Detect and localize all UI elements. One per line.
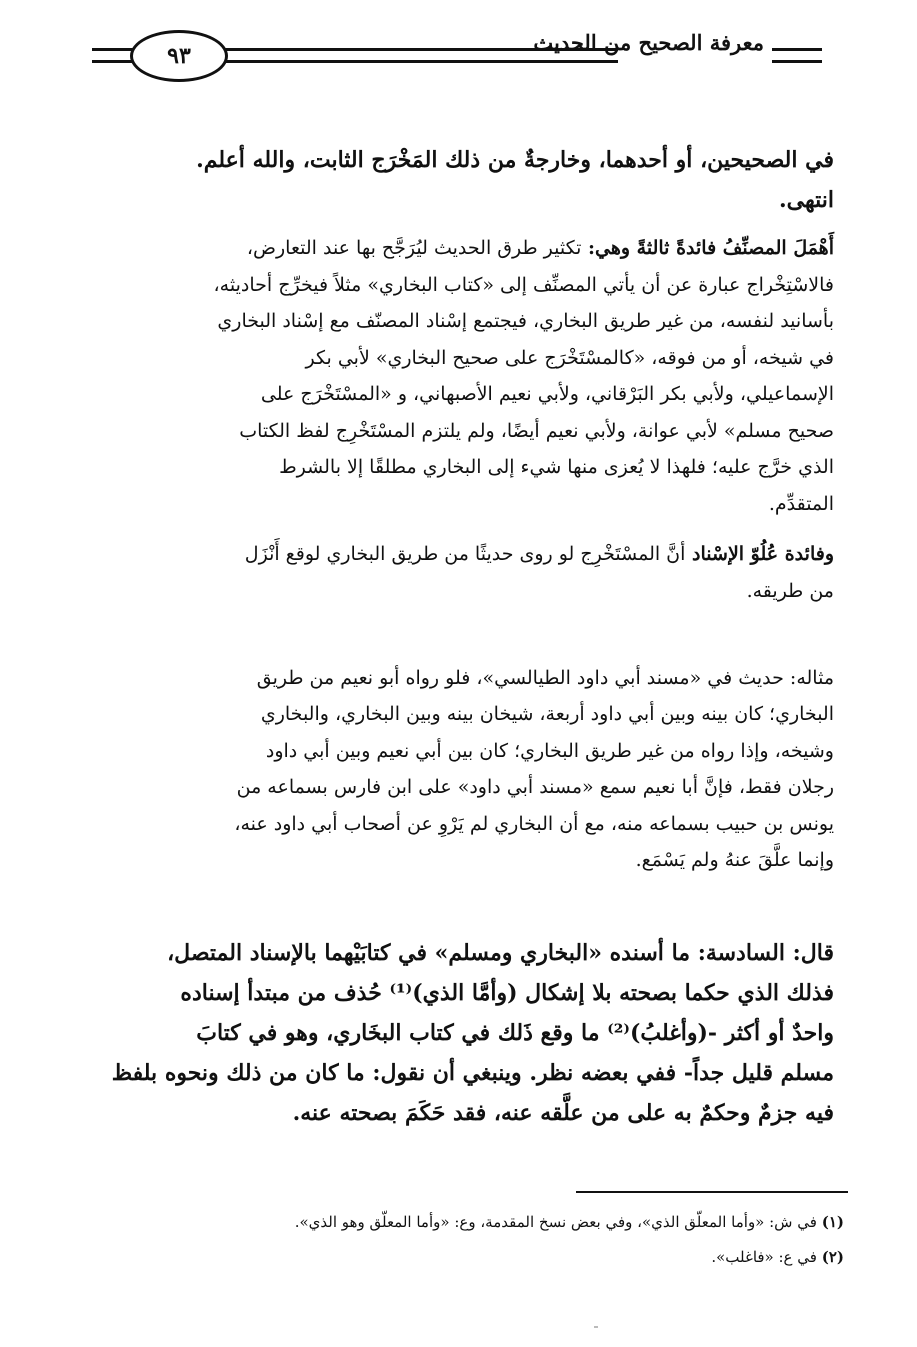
paragraph-2-lead: أَهْمَلَ المصنِّفُ فائدةً ثالثةً وهي: [581,237,834,259]
footnote-2-text: في ع: «فاغلب». [711,1248,822,1266]
footnotes [92,1212,844,1282]
paragraph-2-text: تكثير طرق الحديث ليُرَجَّح بها عند التعارض، فالاسْتِخْراج عبارة عن أن يأتي المصنِّف إلى «كتاب البخاري» مثلاً فيخرِّج أحاديثه، بأسانيد لنفسه، من غير طريق البخاري، فيجتمع إسْناد المصنّف مع إسْناد البخاري في شيخه، أو من فوقه، «كالمسْتَخْرَج على صحيح البخاري» لأبي بكر الإسماعيلي، ولأبي بكر البَرْقاني، ولأبي نعيم الأصبهاني، و «المسْتَخْرَج على صحيح مسلم» لأبي عوانة، ولأبي نعيم أيضًا، ولم يلتزم المسْتَخْرِج لفظ الكتاب الذي خرَّج عليه؛ فلهذا لا يُعزى منها شيء إلى البخاري مطلقًا إلا بالشرط المتقدِّم. [213,237,834,515]
footnote-1-text: في ش: «وأما المعلّق الذي»، وفي بعض نسخ المقدمة، وع: «وأما المعلّق وهو الذي». [294,1213,822,1231]
main-text [92,100,834,1133]
running-title: معرفة الصحيح من الحديث [533,30,764,55]
footnote-1 [92,1212,844,1232]
page-number: ٩٣ [167,43,191,69]
paragraph-3 [92,536,834,609]
footnote-1-mark: (١) [821,1213,844,1231]
paragraph-3-lead: وفائدة عُلُوّ الإسْناد [685,543,834,565]
page-header [92,22,822,82]
paragraph-3-text: أنَّ المسْتَخْرِج لو روى حديثًا من طريق البخاري لوقع أَنْزَل من طريقه. [244,543,834,602]
footnote-2 [92,1247,844,1267]
scan-speck [594,1326,598,1328]
paragraph-4-text: مثاله: حديث في «مسند أبي داود الطيالسي»، فلو رواه أبو نعيم من طريق البخاري؛ كان بينه وبين أبي داود أربعة، شيخان بينه وبين البخاري، والبخاري وشيخه، وإذا رواه من غير طريق البخاري؛ كان بين أبي نعيم وبين أبي داود رجلان فقط، فإنَّ أبا نعيم سمع «مسند أبي داود» على ابن فارس بسماعه من يونس بن حبيب بسماعه منه، مع أن البخاري لم يَرْوِ عن أصحاب أبي داود عنه، وإنما علَّقَ عنهُ ولم يَسْمَع. [234,666,834,871]
footnote-2-mark: (٢) [821,1248,844,1266]
header-rule-right [772,48,822,63]
paragraph-5-text: قال: السادسة: ما أسنده «البخاري ومسلم» في كتابَيْهما بالإسناد المتصل، فذلك الذي حكما بصحته بلا إشكال (وأمَّا الذي)⁽¹⁾ حُذف من مبتدأ إسناده واحدٌ أو أكثر -(وأغلبُ)⁽²⁾ ما وقع ذَلك في كتاب البخَاري، وهو في كتابَ مسلم قليل جداً- ففي بعضه نظر. وينبغي أن نقول: ما كان من ذلك ونحوه بلفظ فيه جزمٌ وحكمٌ به على من علَّقه عنه، فقد حَكَمَ بصحته عنه. [111,939,834,1126]
paragraph-1 [92,100,834,220]
paragraph-2 [92,230,834,522]
paragraph-4 [92,623,834,879]
footnote-separator [576,1191,848,1193]
page-number-oval [130,30,228,82]
paragraph-5 [92,893,834,1133]
paragraph-1-text: في الصحيحين، أو أحدهما، وخارجةٌ من ذلك المَخْرَج الثابت، والله أعلم. انتهى. [196,147,834,213]
